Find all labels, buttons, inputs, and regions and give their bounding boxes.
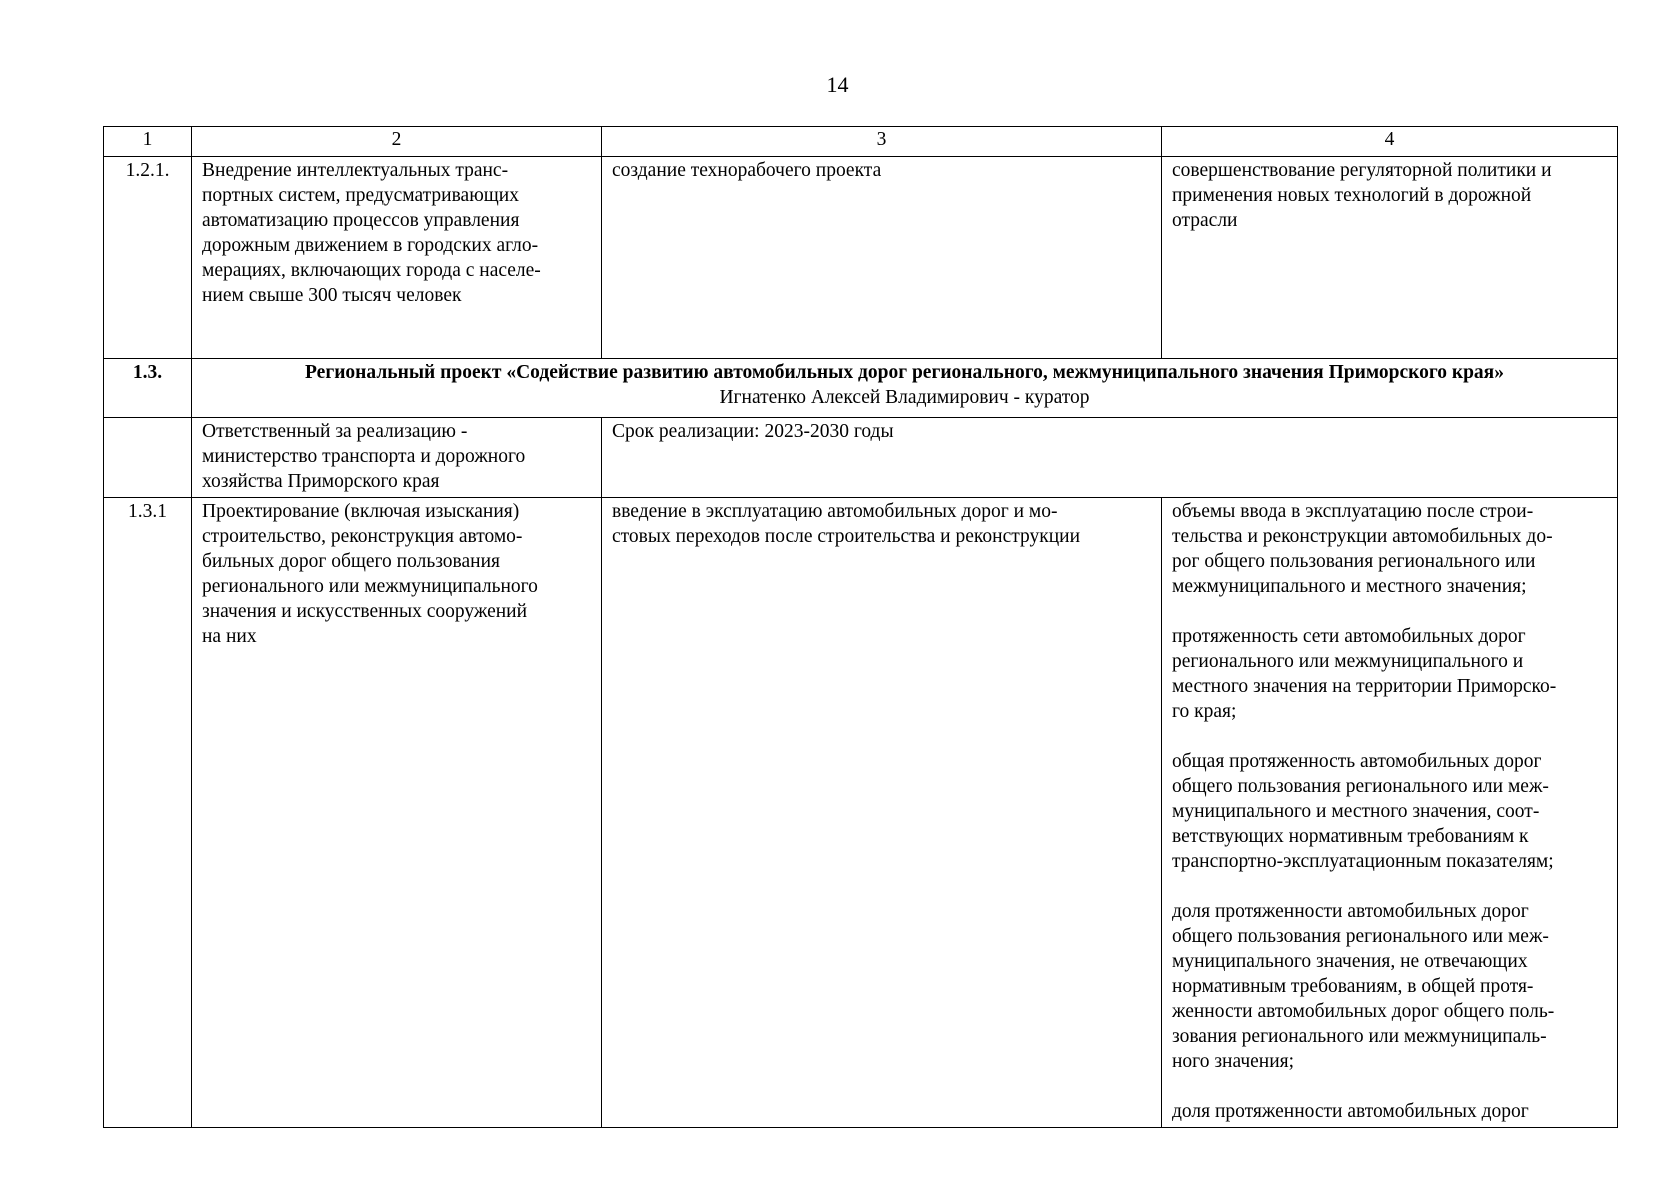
indicators-cell xyxy=(1162,498,1618,1128)
table-header-row xyxy=(104,127,1618,157)
table-row xyxy=(104,157,1618,359)
indicator-item: общая протяженность автомобильных дорог общего пользования регионального или меж- муниципального и местного значения, соот- ветствующих нормативным требованиям к транспортно-эксплуатационным показателям; xyxy=(1172,751,1554,872)
program-measures-table xyxy=(103,126,1618,1128)
table-row xyxy=(104,418,1618,498)
measure-cell: Внедрение интеллектуальных транс- портных систем, предусматривающих автоматизацию процессов управления дорожным движением в городских агло- мерациях, включающих города с населе- нием свыше 300 тысяч человек xyxy=(192,157,602,359)
project-title: Региональный проект «Содействие развитию автомобильных дорог регионального, межмуниципального значения Приморского края» xyxy=(305,362,1504,383)
indicator-item: доля протяженности автомобильных дорог xyxy=(1172,1101,1529,1122)
measure-cell: Проектирование (включая изыскания) строительство, реконструкция автомо- бильных дорог общего пользования регионального или межмуниципального значения и искусственных сооружений на них xyxy=(192,498,602,1128)
column-header-2: 2 xyxy=(192,127,602,157)
row-number: 1.3. xyxy=(104,359,192,418)
task-cell: создание технорабочего проекта xyxy=(602,157,1162,359)
indicator-item: доля протяженности автомобильных дорог общего пользования регионального или меж- муниципального значения, не отвечающих нормативным требованиям, в общей протя- женности автомобильных дорог общего поль- зования регионального или межмуниципаль- ного значения; xyxy=(1172,901,1555,1072)
column-header-1: 1 xyxy=(104,127,192,157)
row-number: 1.3.1 xyxy=(104,498,192,1128)
column-header-4: 4 xyxy=(1162,127,1618,157)
indicator-item: объемы ввода в эксплуатацию после строи- тельства и реконструкции автомобильных до- рог общего пользования регионального или межмуниципального и местного значения; xyxy=(1172,501,1553,597)
page-number: 14 xyxy=(826,72,849,97)
task-cell: введение в эксплуатацию автомобильных дорог и мо- стовых переходов после строительства и реконструкции xyxy=(602,498,1162,1128)
table-row xyxy=(104,498,1618,1128)
period-cell: Срок реализации: 2023-2030 годы xyxy=(602,418,1618,498)
project-curator: Игнатенко Алексей Владимирович - куратор xyxy=(719,387,1090,408)
project-row xyxy=(104,359,1618,418)
project-cell xyxy=(192,359,1618,418)
indicator-item: протяженность сети автомобильных дорог регионального или межмуниципального и местного значения на территории Приморско- го края; xyxy=(1172,626,1557,722)
empty-number-cell xyxy=(104,418,192,498)
effect-cell: совершенствование регуляторной политики и применения новых технологий в дорожной отрасли xyxy=(1162,157,1618,359)
row-number: 1.2.1. xyxy=(104,157,192,359)
column-header-3: 3 xyxy=(602,127,1162,157)
responsible-cell: Ответственный за реализацию - министерство транспорта и дорожного хозяйства Приморского края xyxy=(192,418,602,498)
